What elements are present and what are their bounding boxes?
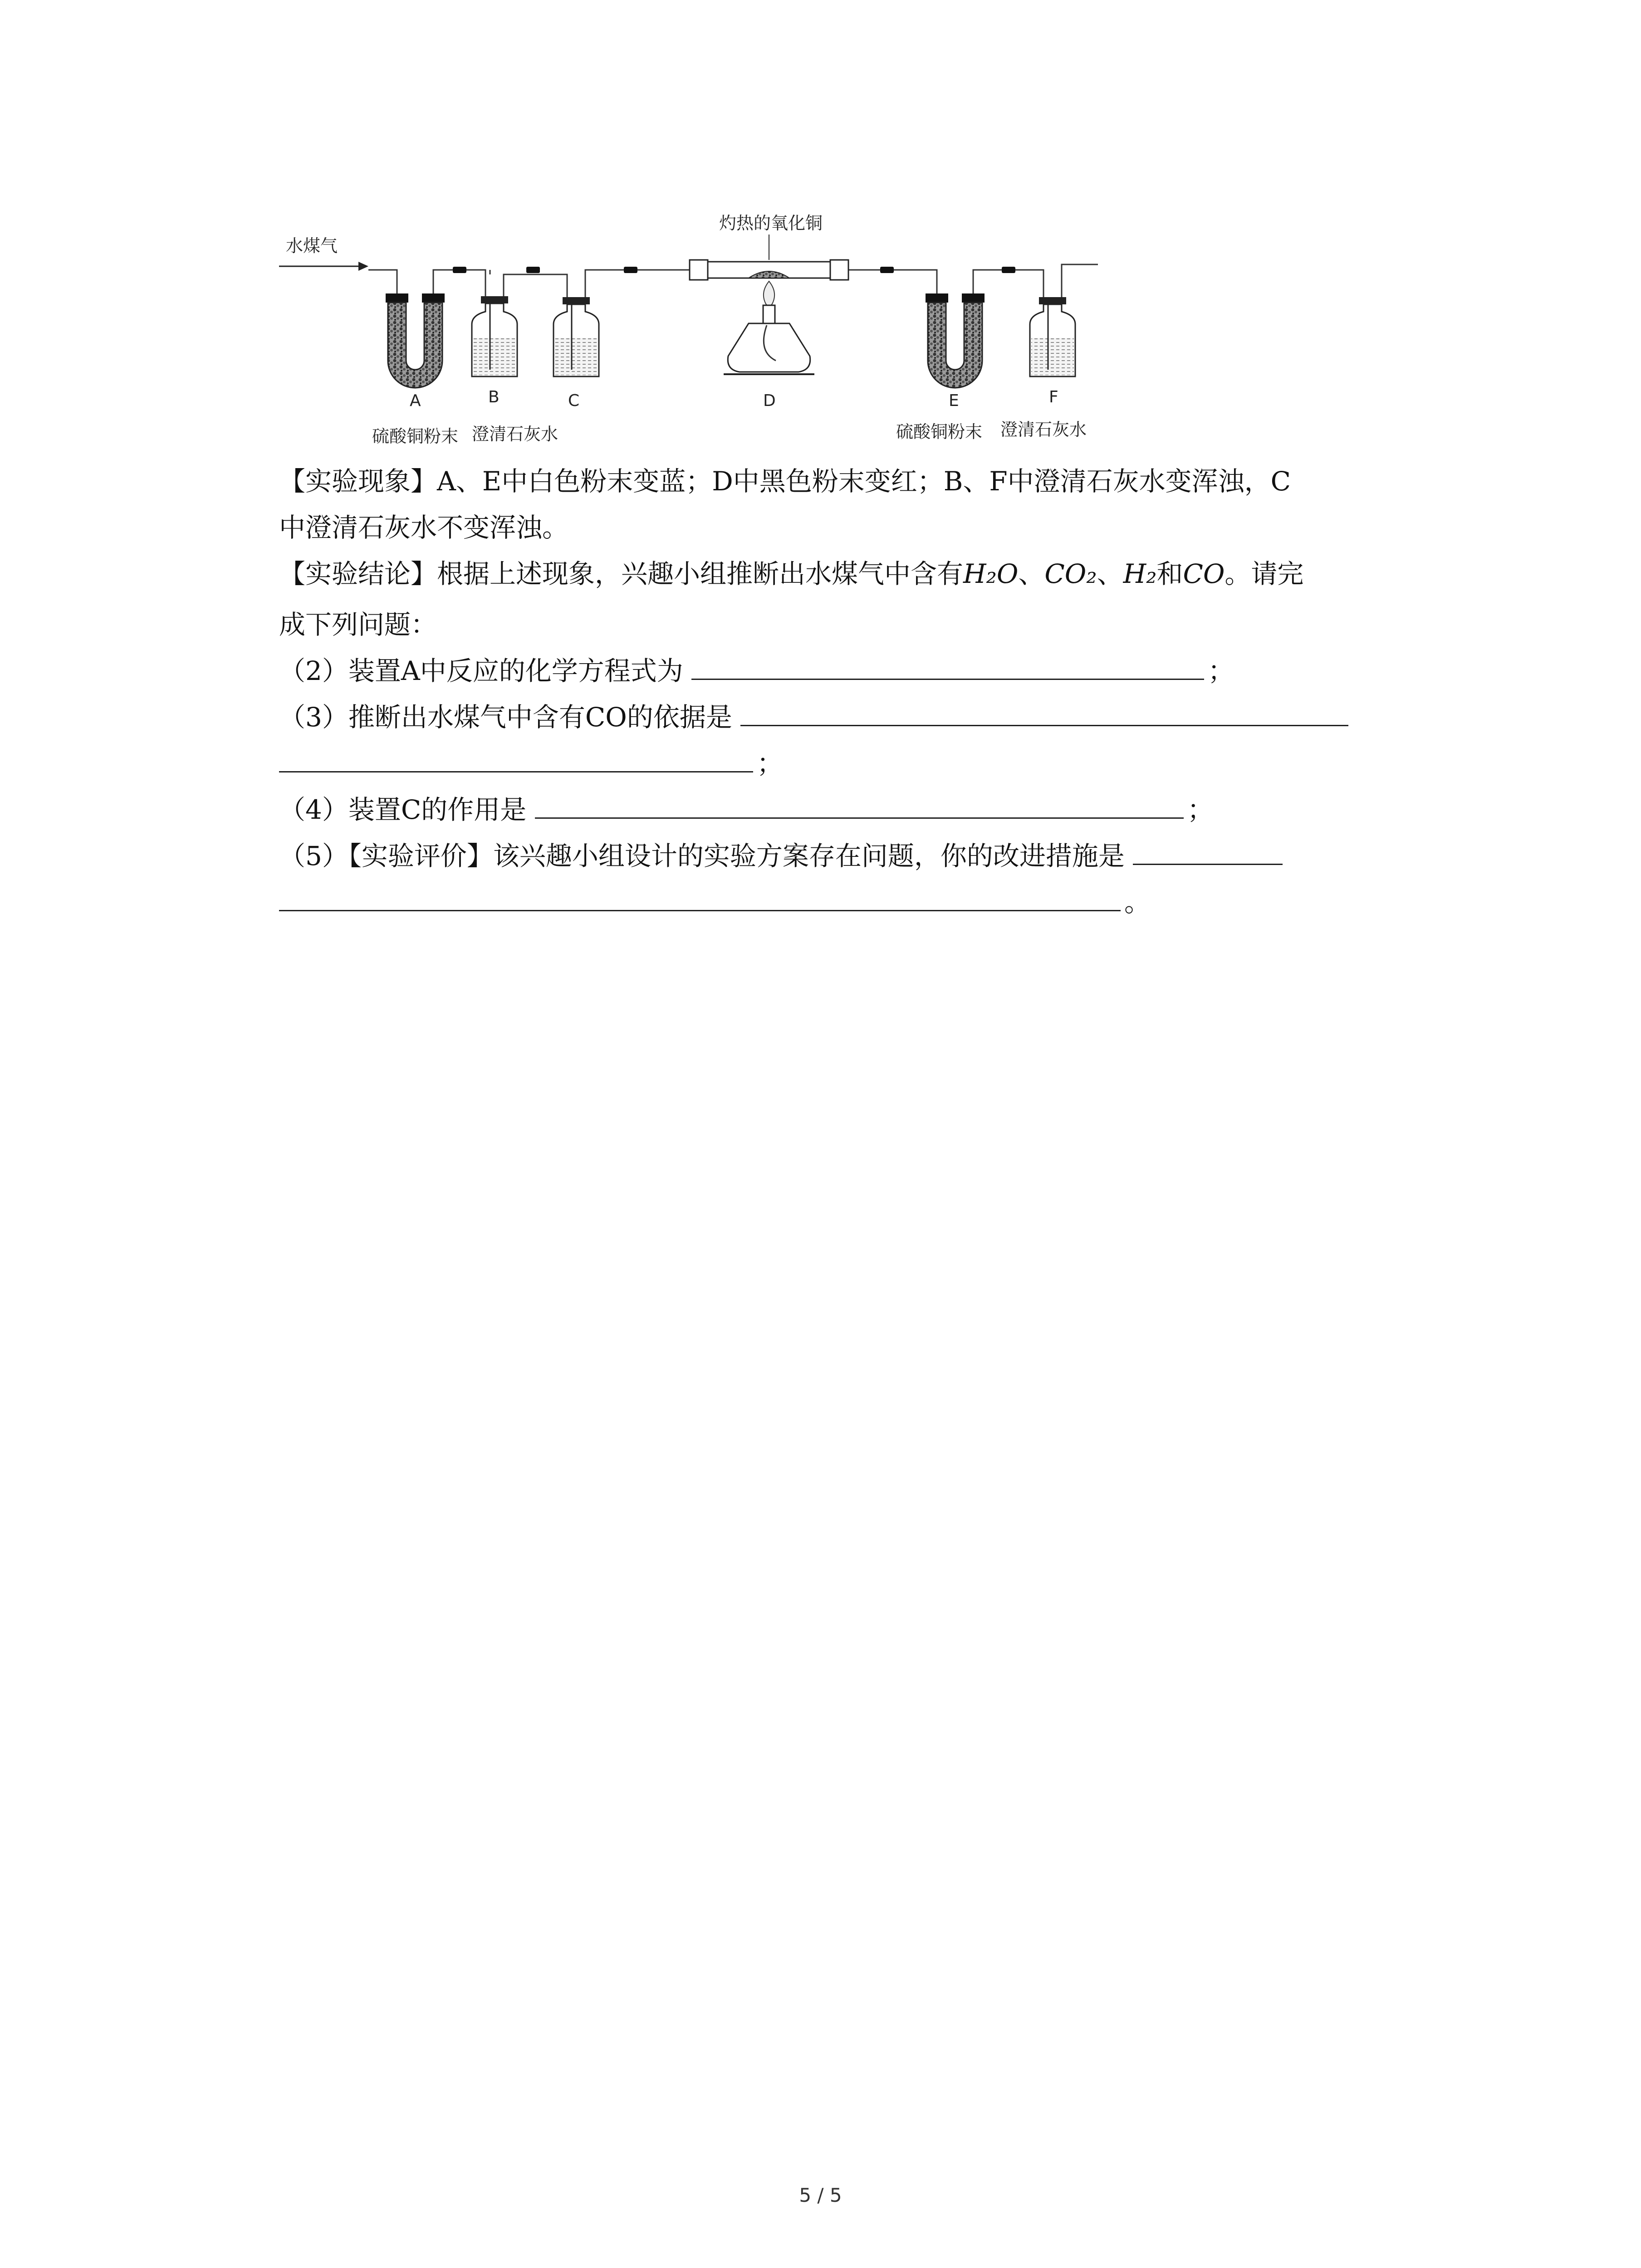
conclusion-line-2 <box>279 601 1422 648</box>
answer-blank-3b[interactable] <box>279 741 753 772</box>
bottle-b <box>472 296 517 376</box>
letter-f: F <box>1049 388 1058 406</box>
question-text <box>279 458 1422 925</box>
separator-2: 、 <box>1097 558 1123 589</box>
semicolon-2: ； <box>1208 655 1234 686</box>
letter-b: B <box>488 388 500 406</box>
formula-co: CO <box>1183 558 1225 589</box>
answer-blank-5b[interactable] <box>279 880 1121 911</box>
page-number: 5 / 5 <box>799 2184 842 2206</box>
heated-copper-oxide-tube <box>690 213 848 280</box>
letter-d: D <box>763 391 776 410</box>
semicolon-3: ； <box>757 748 784 779</box>
separator-1: 、 <box>1018 558 1045 589</box>
question-4-label: （4）装置C的作用是 <box>279 794 527 825</box>
answer-blank-3a[interactable] <box>740 695 1348 726</box>
question-5 <box>279 833 1422 879</box>
answer-blank-4[interactable] <box>535 787 1184 819</box>
conclusion-prefix: 【实验结论】根据上述现象，兴趣小组推断出水煤气中含有 <box>279 558 964 589</box>
answer-blank-2[interactable] <box>691 649 1204 680</box>
conclusion-line-1 <box>279 551 1422 601</box>
question-5-label: （5）【实验评价】该兴趣小组设计的实验方案存在问题，你的改进措施是 <box>279 841 1125 871</box>
question-3-cont <box>279 740 1422 787</box>
heated-copper-oxide-label: 灼热的氧化铜 <box>719 213 823 233</box>
phenomenon-line-2 <box>279 504 1422 551</box>
question-2 <box>279 648 1422 694</box>
letter-e: E <box>949 391 959 410</box>
alcohol-lamp <box>724 281 814 374</box>
question-4 <box>279 787 1422 833</box>
question-3-label: （3）推断出水煤气中含有CO的依据是 <box>279 702 732 733</box>
formula-h2o: H₂O <box>963 558 1019 589</box>
label-f-limewater: 澄清石灰水 <box>1000 420 1087 440</box>
gas-label: 水煤气 <box>286 236 338 256</box>
semicolon-4: ； <box>1187 794 1214 825</box>
bottle-f <box>1030 297 1075 376</box>
label-e-copper-sulfate: 硫酸铜粉末 <box>896 422 983 442</box>
phenomenon-text-1: 【实验现象】A、E中白色粉末变蓝；D中黑色粉末变红；B、F中澄清石灰水变浑浊，C <box>279 466 1291 497</box>
gas-inlet-arrow <box>279 262 368 271</box>
question-2-label: （2）装置A中反应的化学方程式为 <box>279 655 683 686</box>
formula-co2: CO₂ <box>1044 558 1097 589</box>
label-a-copper-sulfate: 硫酸铜粉末 <box>372 426 459 446</box>
u-tube-a <box>386 293 445 388</box>
conclusion-text-2: 成下列问题： <box>279 609 437 640</box>
phenomenon-text-2: 中澄清石灰水不变浑浊。 <box>279 512 569 543</box>
label-bc-limewater: 澄清石灰水 <box>472 424 558 444</box>
conclusion-suffix: 。请完 <box>1225 558 1304 589</box>
letter-c: C <box>568 391 580 410</box>
letter-a: A <box>410 391 421 410</box>
conjunction-and: 和 <box>1156 558 1183 589</box>
u-tube-e <box>926 293 985 388</box>
question-5-cont <box>279 879 1422 925</box>
formula-h2: H₂ <box>1123 558 1157 589</box>
bottle-c <box>554 297 599 376</box>
apparatus-svg <box>272 206 1134 460</box>
period-5: 。 <box>1124 887 1151 918</box>
question-3 <box>279 694 1422 740</box>
apparatus-diagram <box>272 206 1134 460</box>
phenomenon-line-1 <box>279 458 1422 504</box>
answer-blank-5a[interactable] <box>1133 834 1283 865</box>
